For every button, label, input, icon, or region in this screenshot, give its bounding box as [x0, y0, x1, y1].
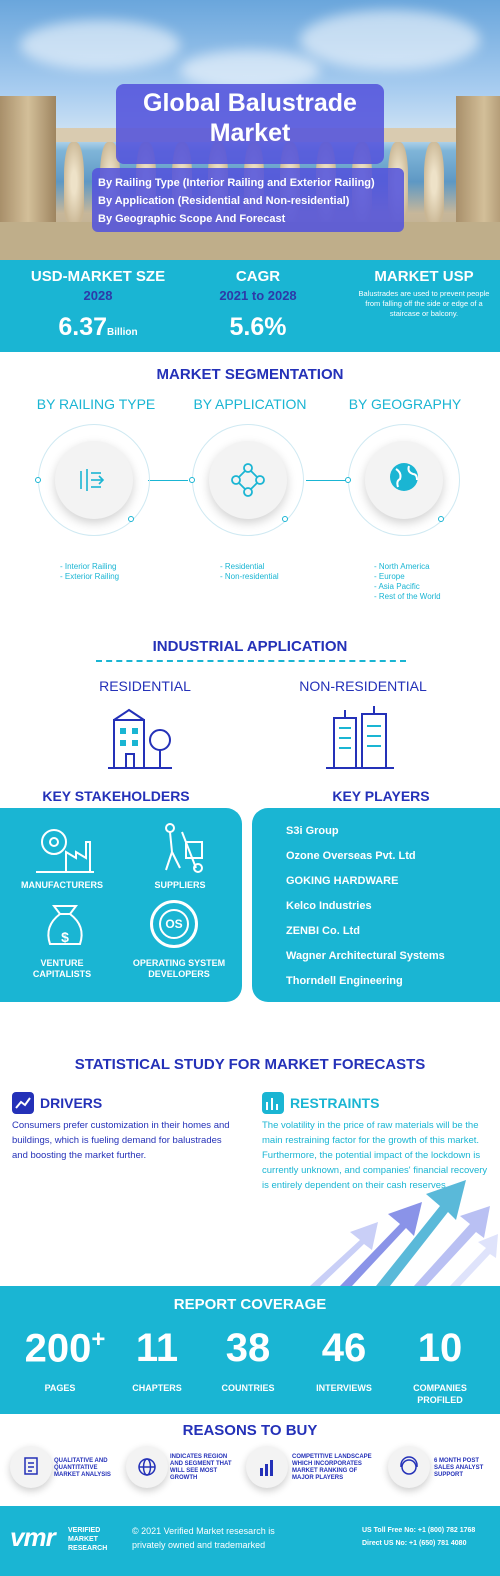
suppliers-label: SUPPLIERS — [154, 880, 206, 890]
list-item: - Interior Railing — [60, 562, 117, 571]
segment-connector — [306, 480, 346, 481]
residential-heading: RESIDENTIAL — [99, 678, 191, 694]
pages-number: 200 — [24, 1326, 92, 1371]
companies-label — [398, 1382, 482, 1406]
reason-text: INDICATES REGION AND SEGMENT THAT WILL SEE MOST GROWTH — [170, 1454, 232, 1481]
ring-marker-dot — [128, 516, 134, 522]
support-icon — [388, 1446, 430, 1488]
market-usp-stat — [354, 268, 494, 319]
pages-label: PAGES — [44, 1383, 76, 1393]
label-line: DEVELOPERS — [148, 969, 210, 979]
study-title: STATISTICAL STUDY FOR MARKET FORECASTS — [74, 1056, 426, 1073]
countries-count: 38 — [225, 1326, 271, 1370]
interviews-count: 46 — [321, 1326, 367, 1370]
label-line: CAPITALISTS — [32, 969, 92, 979]
key-player: ZENBI Co. Ltd — [286, 925, 360, 937]
reason-text: 6 MONTH POST SALES ANALYST SUPPORT — [434, 1458, 484, 1478]
svg-text:$: $ — [61, 929, 69, 945]
direct-us-number: Direct US No: +1 (650) 781 4080 — [362, 1540, 467, 1547]
pages-count — [6, 1326, 124, 1371]
contact-numbers — [362, 1524, 475, 1550]
application-list — [220, 562, 279, 582]
industrial-title: INDUSTRIAL APPLICATION — [152, 638, 348, 655]
non-residential-building-icon — [324, 706, 396, 777]
page-title — [116, 88, 384, 148]
non-residential-heading: NON-RESIDENTIAL — [299, 678, 427, 694]
ring-marker-dot — [189, 477, 195, 483]
globe-icon — [126, 1446, 168, 1488]
logo-line: MARKET — [68, 1536, 98, 1543]
key-player: Wagner Architectural Systems — [286, 950, 445, 962]
cagr-stat — [178, 268, 338, 342]
application-nodes-icon — [209, 441, 287, 519]
cagr-years: 2021 to 2028 — [219, 288, 297, 303]
residential-building-icon — [106, 706, 178, 777]
factory-icon — [36, 822, 94, 879]
segment-connector — [148, 480, 188, 481]
cagr-value: 5.6% — [229, 313, 287, 341]
reason-text: COMPETITIVE LANDSCAPE WHICH INCORPORATES MARKET RANKING OF MAJOR PLAYERS — [292, 1454, 372, 1481]
reasons-title: REASONS TO BUY — [182, 1422, 318, 1439]
drivers-heading: DRIVERS — [40, 1095, 103, 1111]
companies-count: 10 — [417, 1326, 463, 1370]
restraints-text: The volatility in the price of raw materials will be the main restraining factor for the growth of this market. Furthermore, the potential impact of the lockdown is currently unknown, and companies' financial recovery is entirely dependent on their cash reserves. — [262, 1120, 488, 1191]
growth-arrows-graphic — [300, 1150, 500, 1291]
label-line: PROFILED — [417, 1395, 463, 1405]
os-badge-text: OS — [159, 909, 189, 939]
ring-marker-dot — [438, 516, 444, 522]
scope-bullet: By Railing Type (Interior Railing and Exterior Railing) — [98, 177, 375, 189]
money-bag-icon — [40, 902, 90, 957]
globe-icon — [365, 441, 443, 519]
restraints-heading: RESTRAINTS — [290, 1095, 380, 1111]
usp-heading: MARKET USP — [374, 268, 474, 285]
stakeholders-title: KEY STAKEHOLDERS — [42, 788, 190, 804]
market-size-number: 6.37 — [58, 313, 108, 341]
scope-bullet: By Geographic Scope And Forecast — [98, 213, 286, 225]
logo-line: VERIFIED — [68, 1527, 101, 1534]
bar-chart-icon — [246, 1446, 288, 1488]
dashed-divider — [96, 660, 406, 662]
key-player: GOKING HARDWARE — [286, 875, 399, 887]
restraints-icon — [262, 1092, 284, 1114]
list-item: - Non-residential — [220, 572, 279, 581]
os-developers-label — [120, 958, 238, 980]
railing-icon — [55, 441, 133, 519]
copyright-text — [132, 1524, 275, 1552]
copyright-line: © 2021 Verified Market resesarch is — [132, 1526, 275, 1536]
market-size-heading: USD-MARKET SZE — [30, 268, 166, 285]
drivers-text: Consumers prefer customization in their homes and buildings, which is fueling demand for balustrades and boosting the market further. — [12, 1120, 230, 1161]
geography-list — [374, 562, 441, 602]
label-line: COMPANIES — [413, 1383, 467, 1393]
label-line: OPERATING SYSTEM — [132, 958, 226, 968]
segment-heading-application: BY APPLICATION — [193, 396, 307, 412]
market-size-year: 2028 — [83, 288, 113, 303]
reason-text: QUALITATIVE AND QUANTITATIVE MARKET ANALYSIS — [54, 1458, 111, 1478]
interviews-label: INTERVIEWS — [316, 1383, 372, 1393]
ring-marker-dot — [35, 477, 41, 483]
logo-line: RESEARCH — [68, 1545, 108, 1552]
document-icon — [10, 1446, 52, 1488]
list-item: - Rest of the World — [374, 592, 441, 601]
drivers-icon — [12, 1092, 34, 1114]
us-toll-free-number: US Toll Free No: +1 (800) 782 1768 — [362, 1527, 476, 1534]
hand-truck-icon — [160, 822, 214, 879]
cagr-heading: CAGR — [235, 268, 281, 285]
usp-text: Balustrades are used to prevent people from falling off the side or edge of a staircase or balcony. — [358, 289, 490, 318]
label-line: VENTURE — [40, 958, 84, 968]
chapters-label: CHAPTERS — [132, 1383, 182, 1393]
key-player: S3i Group — [286, 825, 339, 837]
segmentation-title: MARKET SEGMENTATION — [156, 366, 344, 383]
copyright-line: privately owned and trademarked — [132, 1540, 266, 1550]
title-line-2: Market — [209, 119, 291, 147]
plus-superscript: + — [91, 1326, 106, 1353]
scope-bullets — [98, 174, 408, 228]
players-title: KEY PLAYERS — [332, 788, 430, 804]
railing-type-list — [60, 562, 119, 582]
key-player: Kelco Industries — [286, 900, 372, 912]
coverage-title: REPORT COVERAGE — [173, 1296, 327, 1313]
market-size-stat — [18, 268, 178, 342]
ring-marker-dot — [345, 477, 351, 483]
venture-capitalists-label — [12, 958, 112, 980]
market-size-unit: Billion — [107, 327, 138, 338]
title-line-1: Global Balustrade — [143, 89, 357, 117]
vmr-logo-mark: vmr — [10, 1522, 55, 1552]
key-player: Ozone Overseas Pvt. Ltd — [286, 850, 416, 862]
ring-marker-dot — [282, 516, 288, 522]
list-item: - North America — [374, 562, 430, 571]
segment-heading-railing: BY RAILING TYPE — [36, 396, 156, 412]
countries-label: COUNTRIES — [221, 1383, 275, 1393]
list-item: - Residential — [220, 562, 265, 571]
chapters-count: 11 — [135, 1326, 179, 1370]
scope-bullet: By Application (Residential and Non-residential) — [98, 195, 350, 207]
list-item: - Asia Pacific — [374, 582, 420, 591]
key-player: Thorndell Engineering — [286, 975, 403, 987]
segment-heading-geography: BY GEOGRAPHY — [348, 396, 462, 412]
list-item: - Europe — [374, 572, 405, 581]
market-size-value — [18, 313, 178, 342]
manufacturers-label: MANUFACTURERS — [21, 880, 103, 890]
list-item: - Exterior Railing — [60, 572, 120, 581]
os-icon — [150, 900, 198, 948]
vmr-logo-text — [68, 1526, 107, 1553]
